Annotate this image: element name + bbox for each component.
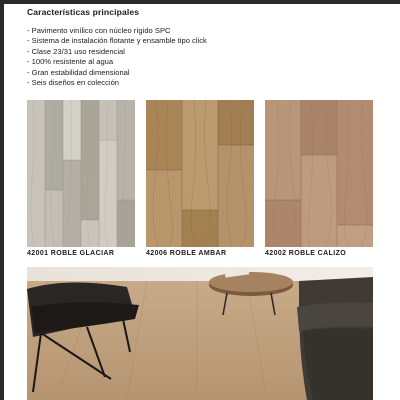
swatch-roble-calizo <box>265 100 373 247</box>
feature-item: - Sistema de instalación flotante y ensamble tipo click <box>27 36 207 46</box>
swatch-label-roble-calizo: 42002 ROBLE CALIZO <box>265 250 347 257</box>
swatch-label-roble-ambar: 42006 ROBLE AMBAR <box>146 250 227 257</box>
wood-amber-texture-image <box>146 100 254 247</box>
swatch-label-roble-glaciar: 42001 ROBLE GLACIAR <box>27 250 115 257</box>
top-edge-bar <box>0 0 400 4</box>
feature-item: - Gran estabilidad dimensional <box>27 68 207 78</box>
wood-grey-texture-image <box>27 100 135 247</box>
wood-calizo-texture-image <box>265 100 373 247</box>
feature-item: - 100% resistente al agua <box>27 57 207 67</box>
feature-item: - Pavimento vinílico con núcleo rígido SPC <box>27 26 207 36</box>
section-heading: Características principales <box>27 7 140 17</box>
feature-list <box>27 26 207 88</box>
feature-item: - Clase 23/31 uso residencial <box>27 47 207 57</box>
swatch-roble-glaciar <box>27 100 135 247</box>
living-room-image <box>27 267 373 400</box>
feature-item: - Seis diseños en colección <box>27 78 207 88</box>
left-edge-bar <box>0 0 4 400</box>
swatch-roble-ambar <box>146 100 254 247</box>
sofa <box>297 277 373 400</box>
room-interior-photo <box>27 267 373 400</box>
